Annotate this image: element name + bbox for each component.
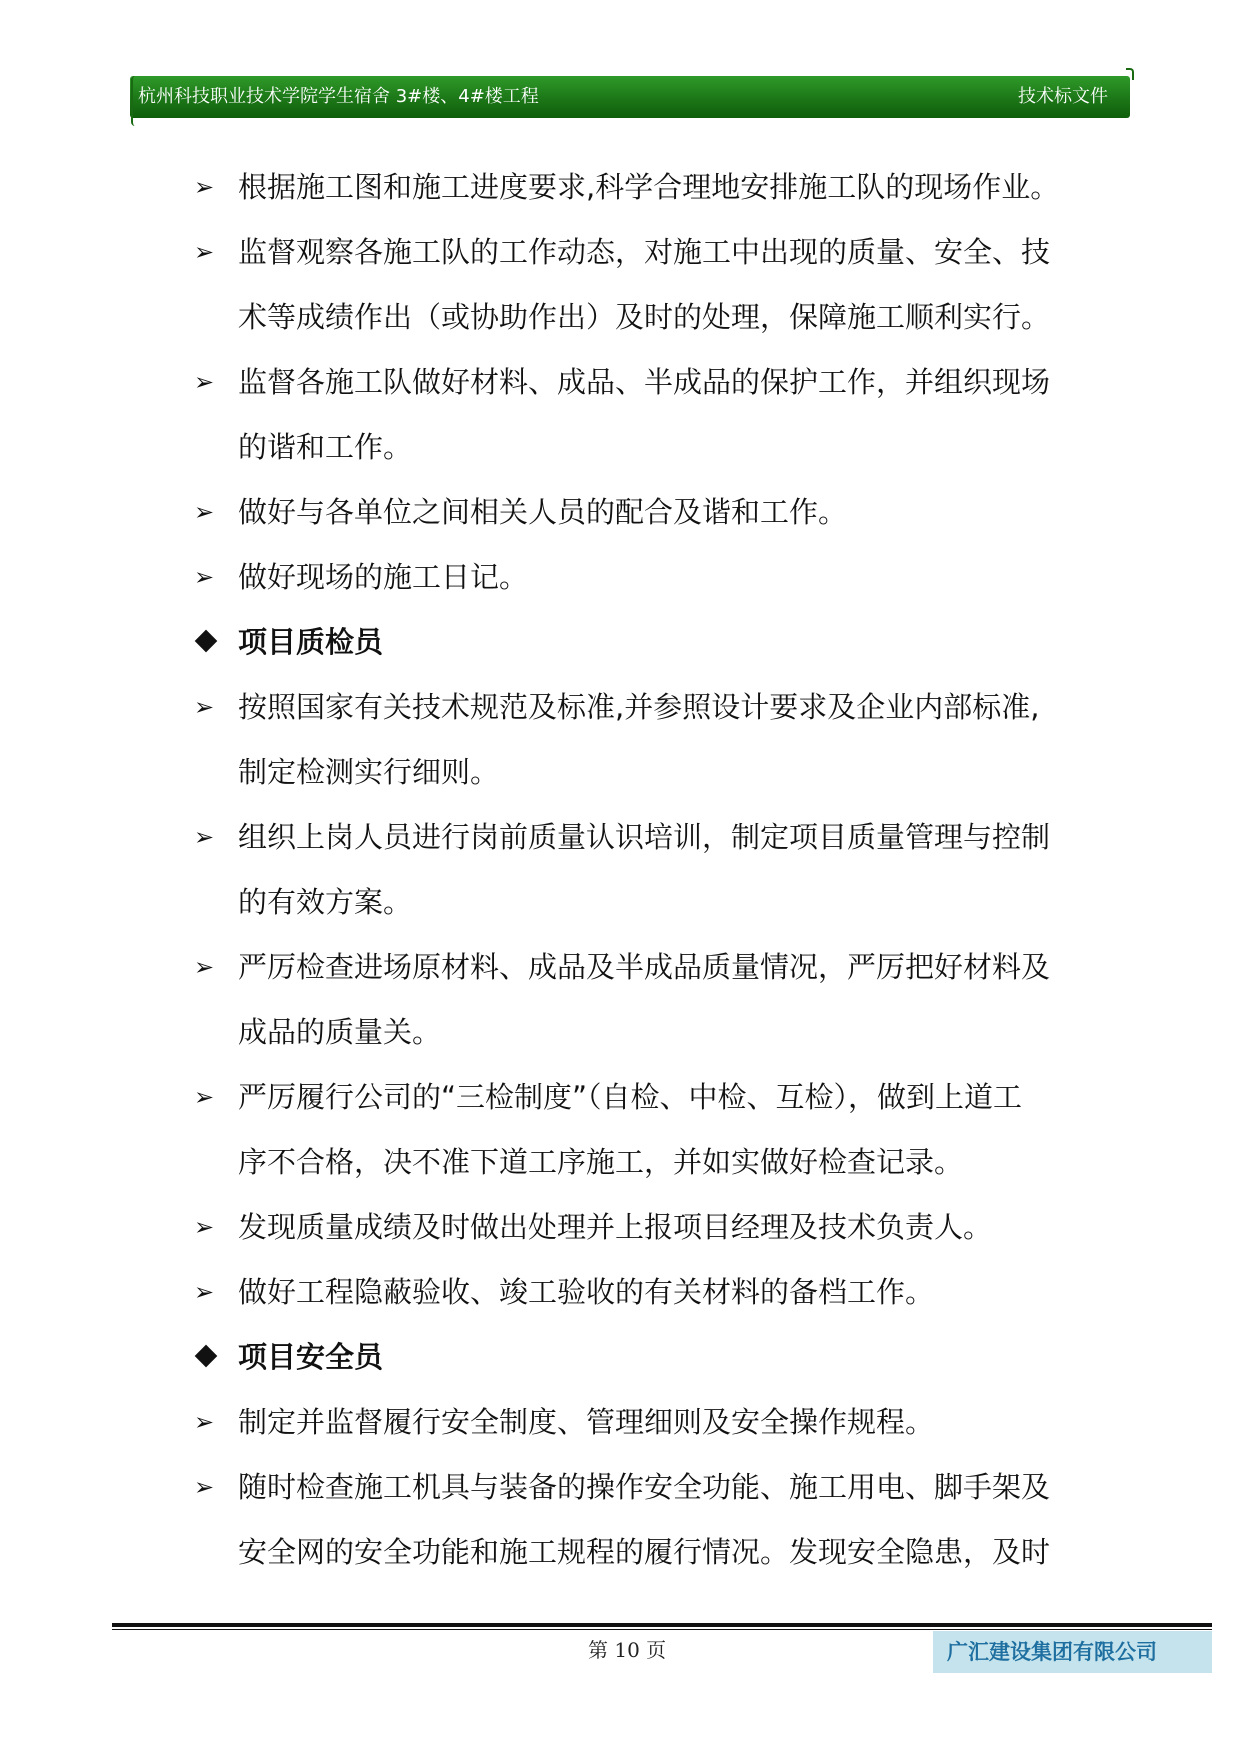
diamond-bullet-icon <box>195 630 218 653</box>
header-curl-right-decoration <box>1126 68 1134 80</box>
bullet-item <box>192 1260 1112 1325</box>
bullet-item <box>192 545 1112 610</box>
line-text: 监督观察各施工队的工作动态，对施工中出现的质量、安全、技 <box>238 235 1051 269</box>
section-heading <box>192 610 1112 675</box>
arrow-bullet-icon: ➢ <box>194 1408 215 1436</box>
line-text: 的谐和工作。 <box>238 430 413 464</box>
line-text: 序不合格，决不准下道工序施工，并如实做好检查记录。 <box>238 1145 964 1179</box>
line-text: 项目质检员 <box>238 625 384 659</box>
line-text: 术等成绩作出（或协助作出）及时的处理，保障施工顺利实行。 <box>238 300 1051 334</box>
bullet-item <box>192 480 1112 545</box>
bullet-item <box>192 1195 1112 1260</box>
line-text: 严厉履行公司的“三检制度”（自检、中检、互检），做到上道工 <box>238 1080 1023 1114</box>
line-text: 发现质量成绩及时做出处理并上报项目经理及技术负责人。 <box>238 1210 993 1244</box>
bullet-item <box>192 805 1112 870</box>
bullet-item <box>192 155 1112 220</box>
bullet-continuation <box>192 870 1112 935</box>
arrow-bullet-icon: ➢ <box>194 693 215 721</box>
line-text: 安全网的安全功能和施工规程的履行情况。发现安全隐患，及时 <box>238 1535 1051 1569</box>
bullet-item <box>192 935 1112 1000</box>
line-text: 的有效方案。 <box>238 885 413 919</box>
section-heading <box>192 1325 1112 1390</box>
line-text: 随时检查施工机具与装备的操作安全功能、施工用电、脚手架及 <box>238 1470 1051 1504</box>
arrow-bullet-icon: ➢ <box>194 1473 215 1501</box>
footer-rule-thin <box>112 1629 1212 1630</box>
company-name: 广汇建设集团有限公司 <box>933 1631 1212 1673</box>
arrow-bullet-icon: ➢ <box>194 238 215 266</box>
line-text: 做好工程隐蔽验收、竣工验收的有关材料的备档工作。 <box>238 1275 935 1309</box>
line-text: 严厉检查进场原材料、成品及半成品质量情况，严厉把好材料及 <box>238 950 1051 984</box>
bullet-item <box>192 220 1112 285</box>
line-text: 根据施工图和施工进度要求,科学合理地安排施工队的现场作业。 <box>238 170 1060 204</box>
arrow-bullet-icon: ➢ <box>194 1278 215 1306</box>
arrow-bullet-icon: ➢ <box>194 1213 215 1241</box>
line-text: 按照国家有关技术规范及标准,并参照设计要求及企业内部标准, <box>238 690 1040 724</box>
bullet-continuation <box>192 740 1112 805</box>
line-text: 做好现场的施工日记。 <box>238 560 529 594</box>
footer-rule-thick <box>112 1623 1212 1627</box>
line-text: 监督各施工队做好材料、成品、半成品的保护工作，并组织现场 <box>238 365 1051 399</box>
bullet-item <box>192 675 1112 740</box>
header-document-type: 技术标文件 <box>1018 86 1108 107</box>
arrow-bullet-icon: ➢ <box>194 953 215 981</box>
line-text: 项目安全员 <box>238 1340 384 1374</box>
bullet-continuation <box>192 415 1112 480</box>
page-number: 第 10 页 <box>588 1638 667 1662</box>
arrow-bullet-icon: ➢ <box>194 173 215 201</box>
bullet-continuation <box>192 1130 1112 1195</box>
bullet-item <box>192 1065 1112 1130</box>
document-body <box>192 155 1112 1585</box>
arrow-bullet-icon: ➢ <box>194 823 215 851</box>
arrow-bullet-icon: ➢ <box>194 498 215 526</box>
diamond-bullet-icon <box>195 1345 218 1368</box>
bullet-item <box>192 1455 1112 1520</box>
bullet-continuation <box>192 1520 1112 1585</box>
header-project-title: 杭州科技职业技术学院学生宿舍 3#楼、4#楼工程 <box>138 86 539 107</box>
bullet-continuation <box>192 1000 1112 1065</box>
arrow-bullet-icon: ➢ <box>194 563 215 591</box>
line-text: 制定并监督履行安全制度、管理细则及安全操作规程。 <box>238 1405 935 1439</box>
line-text: 成品的质量关。 <box>238 1015 442 1049</box>
bullet-item <box>192 350 1112 415</box>
arrow-bullet-icon: ➢ <box>194 368 215 396</box>
line-text: 组织上岗人员进行岗前质量认识培训，制定项目质量管理与控制 <box>238 820 1051 854</box>
arrow-bullet-icon: ➢ <box>194 1083 215 1111</box>
line-text: 制定检测实行细则。 <box>238 755 500 789</box>
line-text: 做好与各单位之间相关人员的配合及谐和工作。 <box>238 495 848 529</box>
bullet-continuation <box>192 285 1112 350</box>
bullet-item <box>192 1390 1112 1455</box>
